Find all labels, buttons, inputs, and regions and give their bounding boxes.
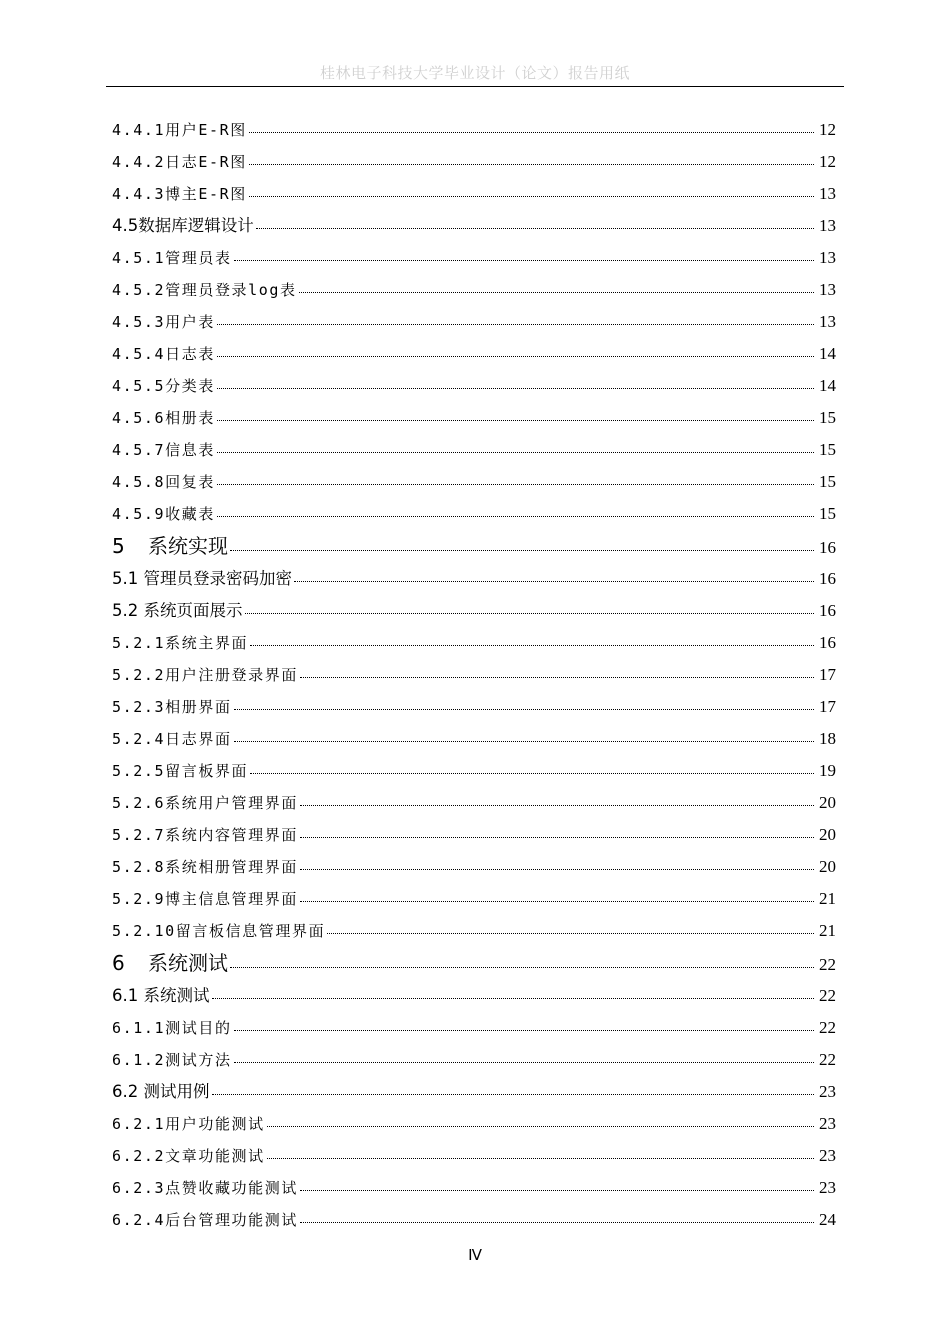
- toc-entry-page: 12: [819, 152, 836, 171]
- toc-entry-page: 21: [819, 921, 836, 940]
- toc-leader-dots: [300, 1222, 814, 1223]
- toc-leader-dots: [300, 837, 814, 838]
- toc-leader-dots: [300, 901, 814, 902]
- toc-entry-page: 21: [819, 889, 836, 908]
- toc-entry-title: 系统测试: [148, 951, 228, 975]
- toc-leader-dots: [249, 132, 814, 133]
- toc-entry[interactable]: [112, 563, 836, 595]
- toc-entry-page: 22: [819, 986, 836, 1005]
- toc-entry-page: 17: [819, 665, 836, 684]
- toc-entry-title: 6.2.1用户功能测试: [112, 1115, 265, 1133]
- toc-entry[interactable]: [112, 1140, 836, 1172]
- toc-entry-page: 23: [819, 1178, 836, 1197]
- toc-entry[interactable]: [112, 1076, 836, 1108]
- toc-entry-title: 6.2.3点赞收藏功能测试: [112, 1179, 298, 1197]
- toc-entry-page: 14: [819, 376, 836, 395]
- toc-entry-title: 5.2.3相册界面: [112, 698, 232, 716]
- toc-entry-page: 17: [819, 697, 836, 716]
- toc-entry[interactable]: [112, 402, 836, 434]
- toc-entry-page: 13: [819, 216, 836, 235]
- toc-leader-dots: [217, 324, 814, 325]
- toc-leader-dots: [234, 709, 814, 710]
- toc-entry[interactable]: [112, 114, 836, 146]
- toc-leader-dots: [217, 388, 814, 389]
- toc-entry[interactable]: [112, 338, 836, 370]
- toc-entry-page: 13: [819, 184, 836, 203]
- toc-leader-dots: [217, 516, 814, 517]
- toc-entry-page: 16: [819, 538, 836, 557]
- toc-entry[interactable]: [112, 242, 836, 274]
- toc-entry-title: 5.1 管理员登录密码加密: [112, 569, 292, 588]
- toc-entry[interactable]: [112, 466, 836, 498]
- toc-leader-dots: [249, 164, 814, 165]
- page-header: 桂林电子科技大学毕业设计（论文）报告用纸: [319, 64, 630, 82]
- toc-entry-title: 4.5.4日志表: [112, 345, 215, 363]
- toc-leader-dots: [230, 967, 814, 968]
- header-rule: [106, 86, 844, 87]
- toc-leader-dots: [217, 420, 814, 421]
- toc-entry[interactable]: [112, 851, 836, 883]
- toc-entry[interactable]: [112, 1172, 836, 1204]
- toc-chapter-number: 6: [112, 951, 125, 975]
- toc-leader-dots: [234, 741, 814, 742]
- toc-entry-page: 22: [819, 1050, 836, 1069]
- toc-leader-dots: [212, 1094, 815, 1095]
- toc-entry-title: 5.2.6系统用户管理界面: [112, 794, 298, 812]
- toc-entry-title: 4.5.7信息表: [112, 441, 215, 459]
- toc-entry-title: 5.2.9博主信息管理界面: [112, 890, 298, 908]
- toc-entry[interactable]: [112, 370, 836, 402]
- toc-entry-page: 20: [819, 857, 836, 876]
- toc-entry-page: 13: [819, 280, 836, 299]
- toc-entry-page: 16: [819, 633, 836, 652]
- toc-entry-page: 15: [819, 408, 836, 427]
- toc-entry[interactable]: [112, 819, 836, 851]
- toc-leader-dots: [217, 356, 814, 357]
- toc-entry[interactable]: [112, 691, 836, 723]
- toc-entry-page: 23: [819, 1082, 836, 1101]
- toc-entry[interactable]: [112, 434, 836, 466]
- toc-leader-dots: [267, 1158, 814, 1159]
- toc-entry-title: 6.2.4后台管理功能测试: [112, 1211, 298, 1229]
- toc-leader-dots: [212, 998, 815, 999]
- toc-entry[interactable]: [112, 947, 836, 980]
- toc-entry-page: 12: [819, 120, 836, 139]
- toc-entry-page: 19: [819, 761, 836, 780]
- toc-entry[interactable]: [112, 1044, 836, 1076]
- toc-entry-title: 5.2.5留言板界面: [112, 762, 249, 780]
- toc-leader-dots: [249, 196, 814, 197]
- toc-leader-dots: [300, 869, 814, 870]
- toc-entry[interactable]: [112, 274, 836, 306]
- toc-entry-title: 4.5数据库逻辑设计: [112, 216, 254, 235]
- toc-entry-page: 22: [819, 1018, 836, 1037]
- table-of-contents: [112, 114, 836, 1236]
- toc-leader-dots: [299, 292, 814, 293]
- toc-leader-dots: [300, 805, 814, 806]
- toc-entry[interactable]: [112, 787, 836, 819]
- toc-entry-page: 15: [819, 440, 836, 459]
- toc-leader-dots: [234, 260, 814, 261]
- toc-leader-dots: [230, 550, 814, 551]
- toc-entry[interactable]: [112, 659, 836, 691]
- toc-leader-dots: [234, 1062, 814, 1063]
- toc-entry-title: 6.1.1测试目的: [112, 1019, 232, 1037]
- toc-entry[interactable]: [112, 755, 836, 787]
- toc-leader-dots: [217, 452, 814, 453]
- toc-entry[interactable]: [112, 530, 836, 563]
- toc-entry-page: 18: [819, 729, 836, 748]
- toc-entry-page: 14: [819, 344, 836, 363]
- toc-leader-dots: [300, 677, 814, 678]
- toc-entry-title: 5.2.10留言板信息管理界面: [112, 922, 326, 940]
- toc-entry-title: 5.2.4日志界面: [112, 730, 232, 748]
- toc-entry-title: 4.4.3博主E-R图: [112, 185, 247, 203]
- toc-leader-dots: [250, 645, 814, 646]
- toc-entry-title: 5.2.1系统主界面: [112, 634, 249, 652]
- toc-entry-title: 6.1.2测试方法: [112, 1051, 232, 1069]
- toc-entry-page: 23: [819, 1114, 836, 1133]
- toc-entry-page: 15: [819, 472, 836, 491]
- toc-entry[interactable]: [112, 915, 836, 947]
- toc-entry[interactable]: [112, 146, 836, 178]
- toc-entry[interactable]: [112, 627, 836, 659]
- toc-entry-page: 15: [819, 504, 836, 523]
- toc-entry[interactable]: [112, 1012, 836, 1044]
- toc-entry[interactable]: [112, 498, 836, 530]
- toc-leader-dots: [217, 484, 814, 485]
- toc-entry-title: 5.2.8系统相册管理界面: [112, 858, 298, 876]
- toc-entry[interactable]: [112, 306, 836, 338]
- toc-leader-dots: [256, 228, 814, 229]
- toc-leader-dots: [327, 933, 814, 934]
- toc-entry-title: 5.2.2用户注册登录界面: [112, 666, 298, 684]
- toc-entry-page: 16: [819, 601, 836, 620]
- toc-entry[interactable]: [112, 1108, 836, 1140]
- toc-entry[interactable]: [112, 178, 836, 210]
- toc-entry-page: 13: [819, 312, 836, 331]
- toc-entry-page: 20: [819, 793, 836, 812]
- toc-entry-title: 4.4.2日志E-R图: [112, 153, 247, 171]
- toc-entry-title: 6.2.2文章功能测试: [112, 1147, 265, 1165]
- toc-leader-dots: [245, 613, 815, 614]
- toc-entry-title: 4.5.5分类表: [112, 377, 215, 395]
- toc-entry-title: 4.5.9收藏表: [112, 505, 215, 523]
- page-number: Ⅳ: [468, 1248, 482, 1264]
- toc-entry[interactable]: [112, 980, 836, 1012]
- toc-entry-title: 4.5.3用户表: [112, 313, 215, 331]
- toc-entry-title: 5.2.7系统内容管理界面: [112, 826, 298, 844]
- toc-entry-title: 4.5.2管理员登录log表: [112, 281, 297, 299]
- toc-entry-title: 5.2 系统页面展示: [112, 601, 243, 620]
- toc-entry-page: 20: [819, 825, 836, 844]
- toc-entry-title: 6.1 系统测试: [112, 986, 210, 1005]
- toc-entry-page: 23: [819, 1146, 836, 1165]
- toc-entry[interactable]: [112, 883, 836, 915]
- toc-entry-title: 4.5.1管理员表: [112, 249, 232, 267]
- toc-entry-page: 24: [819, 1210, 836, 1229]
- toc-entry[interactable]: [112, 723, 836, 755]
- toc-entry[interactable]: [112, 1204, 836, 1236]
- toc-entry[interactable]: [112, 210, 836, 242]
- toc-entry-title: 4.4.1用户E-R图: [112, 121, 247, 139]
- toc-leader-dots: [234, 1030, 814, 1031]
- toc-leader-dots: [300, 1190, 814, 1191]
- toc-entry-title: 4.5.8回复表: [112, 473, 215, 491]
- toc-entry-page: 22: [819, 955, 836, 974]
- toc-entry-title: 系统实现: [148, 534, 228, 558]
- toc-entry-page: 13: [819, 248, 836, 267]
- toc-leader-dots: [294, 581, 814, 582]
- toc-entry-page: 16: [819, 569, 836, 588]
- toc-entry-title: 4.5.6相册表: [112, 409, 215, 427]
- toc-entry[interactable]: [112, 595, 836, 627]
- toc-leader-dots: [267, 1126, 814, 1127]
- toc-leader-dots: [250, 773, 814, 774]
- toc-chapter-number: 5: [112, 534, 125, 558]
- toc-entry-title: 6.2 测试用例: [112, 1082, 210, 1101]
